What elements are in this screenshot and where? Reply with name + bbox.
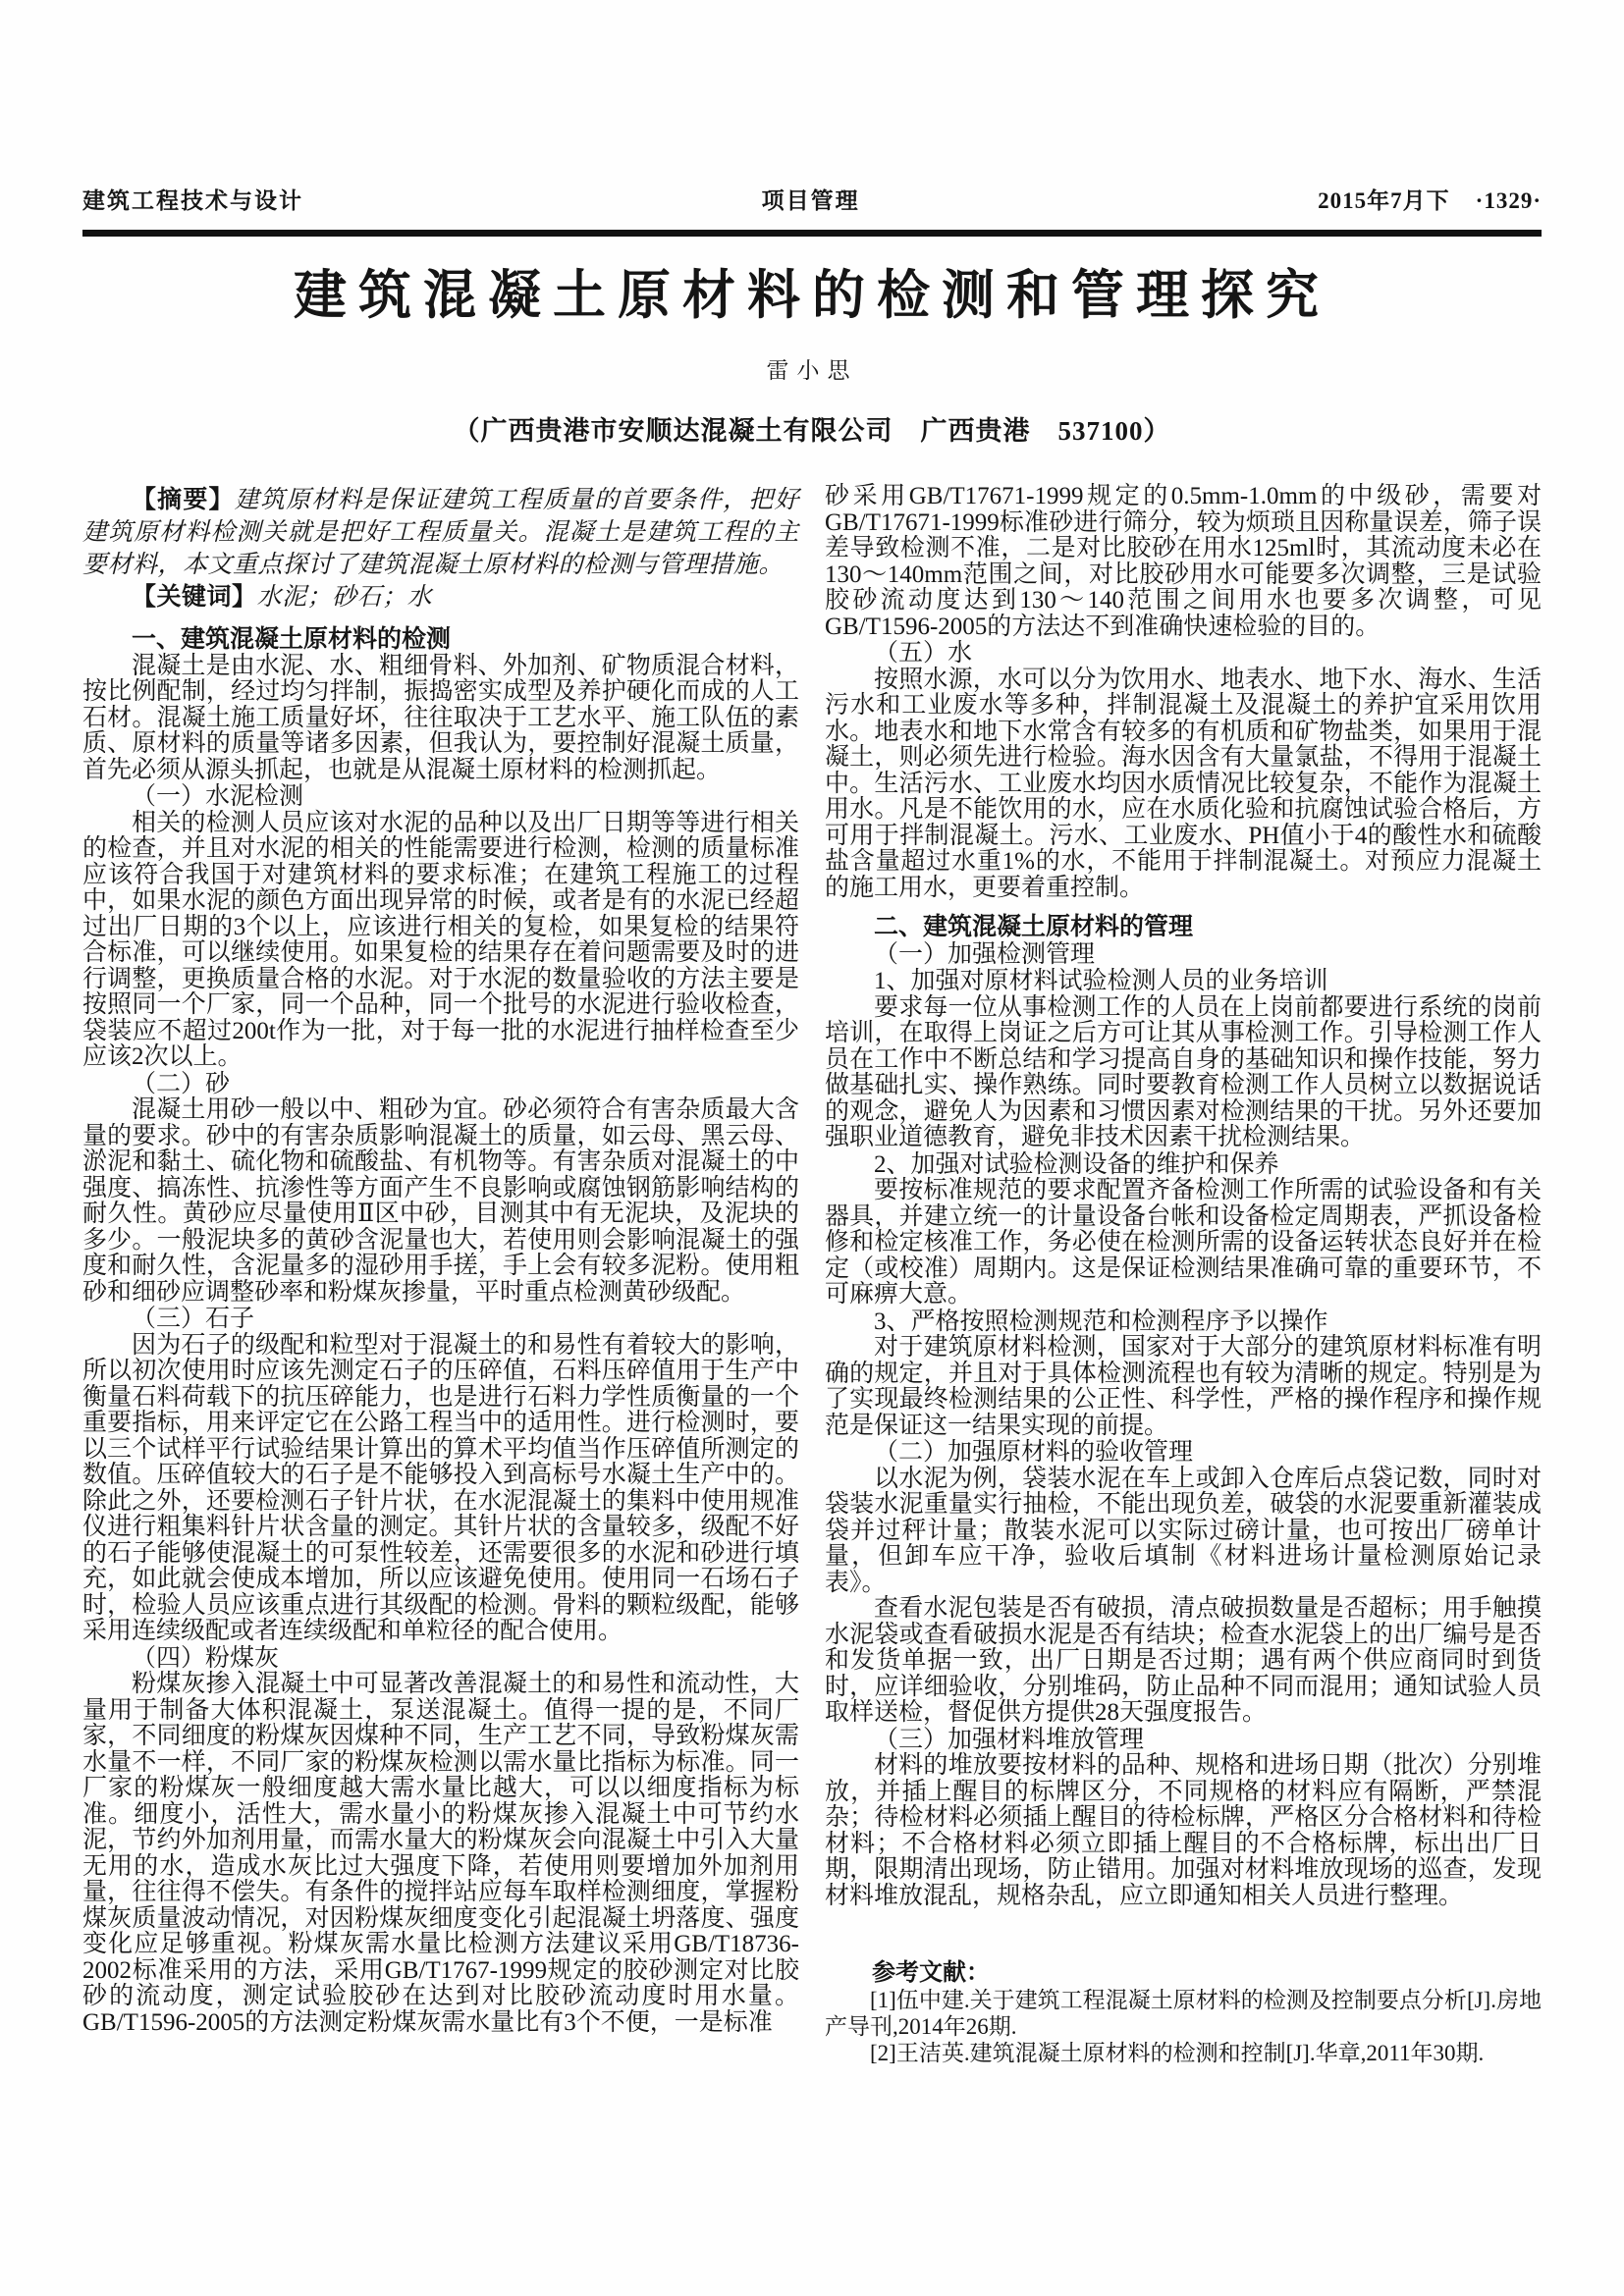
article-title: 建筑混凝土原材料的检测和管理探究 [294, 266, 1330, 325]
page-header [82, 183, 1542, 215]
sub-heading: （一）加强检测管理 [874, 940, 1096, 968]
page-number: ·1329· [1475, 188, 1542, 213]
sub-heading: （一）水泥检测 [132, 783, 304, 810]
sub-heading: 3、严格按照检测规范和检测程序予以操作 [874, 1308, 1328, 1335]
reference-item: [1]伍中建.关于建筑工程混凝土原材料的检测及控制要点分析[J].房地产导刊,2014年26期. [825, 1987, 1542, 2039]
header-divider [82, 230, 1542, 237]
article-body [82, 484, 1542, 2066]
journal-name: 建筑工程技术与设计 [82, 188, 303, 213]
sub-heading: （二）加强原材料的验收管理 [874, 1439, 1194, 1466]
issue-info [1318, 183, 1542, 215]
body-paragraph: 查看水泥包装是否有破损，清点破损数量是否超标；用手触摸水泥袋或查看破损水泥是否有结块；检查水泥袋上的出厂编号是否和发货单据一致，出厂日期是否过期；遇有两个供应商同时到货时，应详细验收，分别堆码，防止品种不同而混用；通知试验人员取样送检，督促供方提供28天强度报告。 [825, 1595, 1542, 1726]
article-author: 雷小思 [766, 358, 858, 383]
sub-heading: （四）粉煤灰 [132, 1644, 280, 1672]
right-column [825, 484, 1542, 2066]
body-paragraph: 要求每一位从事检测工作的人员在上岗前都要进行系统的岗前培训，在取得上岗证之后方可让其从事检测工作。引导检测工作人员在工作中不断总结和学习提高自身的基础知识和操作技能，努力做基础扎实、操作熟练。同时要教育检测工作人员树立以数据说话的观念，避免人为因素和习惯因素对检测结果的干扰。另外还要加强职业道德教育，避免非技术因素干扰检测结果。 [825, 993, 1542, 1150]
references-heading: 参考文献： [872, 1960, 990, 1986]
body-paragraph-continued: 砂采用GB/T17671-1999规定的0.5mm-1.0mm的中级砂，需要对GB/T17671-1999标准砂进行筛分，较为烦琐且因称量误差，筛子误差导致检测不准，二是对比胶砂在用水125ml时，其流动度未必在130～140mm范围之间，对比胶砂用水可能要多次调整，三是试验胶砂流动度达到130～140范围之间用水也要多次调整，可见GB/T1596-2005的方法达不到准确快速检验的目的。 [825, 483, 1542, 640]
sub-heading: 1、加强对原材料试验检测人员的业务培训 [874, 968, 1328, 994]
body-paragraph: 要按标准规范的要求配置齐备检测工作所需的试验设备和有关器具，并建立统一的计量设备台帐和设备检定周期表，严抓设备检修和检定核准工作，务必使在检测所需的设备运转状态良好并在检定（或校准）周期内。这是保证检测结果准确可靠的重要环节，不可麻痹大意。 [825, 1177, 1542, 1308]
body-paragraph: 以水泥为例，袋装水泥在车上或卸入仓库后点袋记数，同时对袋装水泥重量实行抽检，不能出现负差，破袋的水泥要重新灌装成袋并过秤计量；散装水泥可以实际过磅计量，也可按出厂磅单计量，但卸车应干净，验收后填制《材料进场计量检测原始记录表》。 [825, 1465, 1542, 1596]
journal-section: 项目管理 [761, 188, 860, 213]
body-paragraph: 混凝土是由水泥、水、粗细骨料、外加剂、矿物质混合材料，按比例配制，经过均匀拌制，振捣密实成型及养护硬化而成的人工石材。混凝土施工质量好坏，往往取决于工艺水平、施工队伍的素质、原材料的质量等诸多因素，但我认为，要控制好混凝土质量，首先必须从源头抓起，也就是从混凝土原材料的检测抓起。 [82, 652, 799, 783]
issue-date: 2015年7月下 [1318, 188, 1450, 213]
body-paragraph: 混凝土用砂一般以中、粗砂为宜。砂必须符合有害杂质最大含量的要求。砂中的有害杂质影响混凝土的质量，如云母、黑云母、淤泥和黏土、硫化物和硫酸盐、有机物等。有害杂质对混凝土的中强度、搞冻性、抗渗性等方面产生不良影响或腐蚀钢筋影响结构的耐久性。黄砂应尽量使用Ⅱ区中砂，目测其中有无泥块，及泥块的多少。一般泥块多的黄砂含泥量也大，若使用则会影响混凝土的强度和耐久性，含泥量多的湿砂用手搓，手上会有较多泥粉。使用粗砂和细砂应调整砂率和粉煤灰掺量，平时重点检测黄砂级配。 [82, 1096, 799, 1306]
body-paragraph: 材料的堆放要按材料的品种、规格和进场日期（批次）分别堆放，并插上醒目的标牌区分，不同规格的材料应有隔断，严禁混杂；待检材料必须插上醒目的待检标牌，严格区分合格材料和待检材料；不合格材料必须立即插上醒目的不合格标牌，标出出厂日期，限期清出现场，防止错用。加强对材料堆放现场的巡查，发现材料堆放混乱，规格杂乱，应立即通知相关人员进行整理。 [825, 1752, 1542, 1909]
sub-heading: （五）水 [874, 640, 973, 667]
body-paragraph: 粉煤灰掺入混凝土中可显著改善混凝土的和易性和流动性，大量用于制备大体积混凝土，泵送混凝土。值得一提的是，不同厂家，不同细度的粉煤灰因煤种不同，生产工艺不同，导致粉煤灰需水量不一样，不同厂家的粉煤灰检测以需水量比指标为标准。同一厂家的粉煤灰一般细度越大需水量比越大，可以以细度指标为标准。细度小，活性大，需水量小的粉煤灰掺入混凝土中可节约水泥，节约外加剂用量，而需水量大的粉煤灰会向混凝土中引入大量无用的水，造成水灰比过大强度下降，若使用则要增加外加剂用量，往往得不偿失。有条件的搅拌站应每车取样检测细度，掌握粉煤灰质量波动情况，对因粉煤灰细度变化引起混凝土坍落度、强度变化应足够重视。粉煤灰需水量比检测方法建议采用GB/T18736-2002标准采用的方法，采用GB/T1767-1999规定的胶砂测定对比胶砂的流动度，测定试验胶砂在达到对比胶砂流动度时用水量。GB/T1596-2005的方法测定粉煤灰需水量比有3个不便，一是标准 [82, 1671, 799, 2036]
keywords-paragraph: 【关键词】水泥；砂石；水 [132, 584, 433, 611]
sub-heading: （二）砂 [132, 1070, 231, 1097]
abstract-paragraph: 【摘要】建筑原材料是保证建筑工程质量的首要条件，把好建筑原材料检测关就是把好工程质量关。混凝土是建筑工程的主要材料，本文重点探讨了建筑混凝土原材料的检测与管理措施。 [82, 487, 799, 578]
body-paragraph: 因为石子的级配和粒型对于混凝土的和易性有着较大的影响，所以初次使用时应该先测定石子的压碎值，石料压碎值用于生产中衡量石料荷载下的抗压碎能力，也是进行石料力学性质衡量的一个重要指标，用来评定它在公路工程当中的适用性。进行检测时，要以三个试样平行试验结果计算出的算术平均值当作压碎值所测定的数值。压碎值较大的石子是不能够投入到高标号水凝土生产中的。除此之外，还要检测石子针片状，在水泥混凝土的集料中使用规准仪进行粗集料针片状含量的测定。其针片状的含量较多，级配不好的石子能够使混凝土的可泵性较差，还需要很多的水泥和砂进行填充，如此就会使成本增加，所以应该避免使用。使用同一石场石子时，检验人员应该重点进行其级配的检测。骨料的颗粒级配，能够采用连续级配或者连续级配和单粒径的配合使用。 [82, 1331, 799, 1644]
body-paragraph: 按照水源，水可以分为饮用水、地表水、地下水、海水、生活污水和工业废水等多种，拌制混凝土及混凝土的养护宜采用饮用水。地表水和地下水常含有较多的有机质和矿物盐类，如果用于混凝土，则必须先进行检验。海水因含有大量氯盐，不得用于混凝土中。生活污水、工业废水均因水质情况比较复杂，不能作为混凝土用水。凡是不能饮用的水，应在水质化验和抗腐蚀试验合格后，方可用于拌制混凝土。污水、工业废水、PH值小于4的酸性水和硫酸盐含量超过水重1%的水，不能用于拌制混凝土。对预应力混凝土的施工用水，更要着重控制。 [825, 666, 1542, 901]
sub-heading: （三）石子 [132, 1306, 255, 1332]
body-paragraph: 对于建筑原材料检测，国家对于大部分的建筑原材料标准有明确的规定，并且对于具体检测流程也有较为清晰的规定。特别是为了实现最终检测结果的公正性、科学性，严格的操作程序和操作规范是保证这一结果实现的前提。 [825, 1334, 1542, 1439]
body-paragraph: 相关的检测人员应该对水泥的品种以及出厂日期等等进行相关的检查，并且对水泥的相关的性能需要进行检测，检测的质量标准应该符合我国于对建筑材料的要求标准；在建筑工程施工的过程中，如果水泥的颜色方面出现异常的时候，或者是有的水泥已经超过出厂日期的3个以上，应该进行相关的复检，如果复检的结果符合标准，可以继续使用。如果复检的结果存在着问题需要及时的进行调整，更换质量合格的水泥。对于水泥的数量验收的方法主要是按照同一个厂家，同一个品种，同一个批号的水泥进行验收检查，袋装应不超过200t作为一批，对于每一批的水泥进行抽样检查至少应该2次以上。 [82, 809, 799, 1070]
field-label: 【摘要】 [132, 487, 235, 513]
sub-heading: （三）加强材料堆放管理 [874, 1726, 1145, 1753]
section-heading: 一、建筑混凝土原材料的检测 [132, 626, 452, 653]
reference-item: [2]王洁英.建筑混凝土原材料的检测和控制[J].华章,2011年30期. [870, 2040, 1485, 2065]
section-heading: 二、建筑混凝土原材料的管理 [874, 914, 1194, 940]
article-affiliation: （广西贵港市安顺达混凝土有限公司 广西贵港 537100） [453, 416, 1171, 446]
field-label: 【关键词】 [132, 584, 257, 611]
sub-heading: 2、加强对试验检测设备的维护和保养 [874, 1150, 1279, 1178]
left-column [82, 484, 799, 2066]
